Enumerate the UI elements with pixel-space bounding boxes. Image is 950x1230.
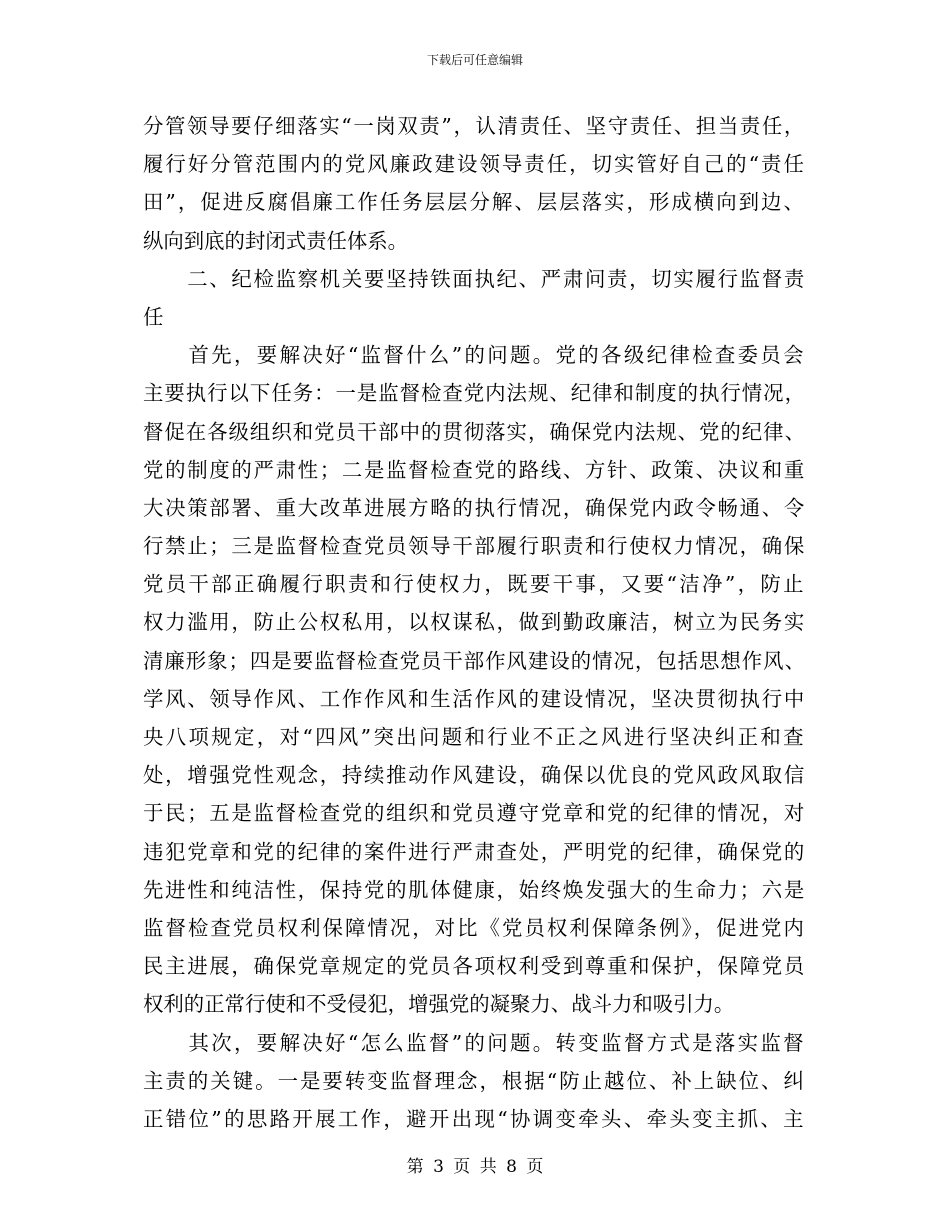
text-line-content: 党员干部正确履行职责和行使权力，既要干事，又要“洁净”，防止 (143, 572, 806, 597)
text-line-content: 分管领导要仔细落实“一岗双责”，认清责任、坚守责任、担当责任， (143, 114, 806, 138)
text-line (143, 871, 806, 909)
text-line (143, 756, 806, 794)
text-line-content: 党的制度的严肃性；二是监督检查党的路线、方针、政策、决议和重 (143, 457, 806, 482)
text-line-content: 权利的正常行使和不受侵犯，增强党的凝聚力、战斗力和吸引力。 (143, 992, 735, 1017)
text-line (143, 298, 806, 336)
text-line (143, 260, 806, 298)
text-line-content: 权力滥用，防止公权私用，以权谋私，做到勤政廉洁，树立为民务实 (143, 610, 806, 635)
text-line-content: 督促在各级组织和党员干部中的贯彻落实，确保党内法规、党的纪律、 (143, 419, 806, 444)
text-line (143, 909, 806, 947)
text-line-content: 首先，要解决好“监督什么”的问题。党的各级纪律检查委员会 (143, 343, 806, 368)
text-line (143, 183, 806, 221)
text-line (143, 833, 806, 871)
text-line (143, 413, 806, 451)
text-line (143, 947, 806, 985)
text-line (143, 1062, 806, 1100)
text-line (143, 642, 806, 680)
text-line-content: 田”，促进反腐倡廉工作任务层层分解、层层落实，形成横向到边、 (143, 190, 806, 215)
text-line (143, 1024, 806, 1062)
text-line (143, 565, 806, 603)
text-line-content: 于民；五是监督检查党的组织和党员遵守党章和党的纪律的情况，对 (143, 801, 806, 826)
text-line-content: 主要执行以下任务：一是监督检查党内法规、纪律和制度的执行情况， (143, 381, 806, 406)
text-line-content: 其次，要解决好“怎么监督”的问题。转变监督方式是落实监督 (143, 1030, 806, 1055)
text-line-content: 二、纪检监察机关要坚持铁面执纪、严肃问责，切实履行监督责 (143, 266, 806, 291)
text-line (143, 222, 806, 260)
text-line (143, 603, 806, 641)
text-line-content: 央八项规定，对“四风”突出问题和行业不正之风进行坚决纠正和查 (143, 725, 806, 749)
text-line-content: 清廉形象；四是要监督检查党员干部作风建设的情况，包括思想作风、 (143, 648, 806, 673)
text-line-content: 民主进展，确保党章规定的党员各项权利受到尊重和保护，保障党员 (143, 954, 806, 979)
text-line (143, 985, 806, 1023)
text-line-content: 学风、领导作风、工作作风和生活作风的建设情况，坚决贯彻执行中 (143, 686, 806, 711)
text-line-content: 纵向到底的封闭式责任体系。 (143, 228, 409, 253)
text-line-content: 行禁止；三是监督检查党员领导干部履行职责和行使权力情况，确保 (143, 534, 806, 559)
text-line-content: 履行好分管范围内的党风廉政建设领导责任，切实管好自己的“责任 (143, 152, 806, 177)
page-header: 下载后可任意编辑 (426, 53, 523, 67)
text-line-content: 违犯党章和党的纪律的案件进行严肃查处，严明党的纪律，确保党的 (143, 839, 806, 864)
text-line-content: 处，增强党性观念，持续推动作风建设，确保以优良的党风政风取信 (143, 763, 806, 788)
text-line (143, 680, 806, 718)
page-footer: 第 3 页 共 8 页 (406, 1157, 544, 1177)
text-line-content: 先进性和纯洁性，保持党的肌体健康，始终焕发强大的生命力；六是 (143, 877, 806, 902)
text-line (143, 336, 806, 374)
text-line (143, 107, 806, 145)
text-line (143, 527, 806, 565)
text-line (143, 794, 806, 832)
text-line (143, 489, 806, 527)
text-line-content: 大决策部署、重大改革进展方略的执行情况，确保党内政令畅通、令 (143, 495, 806, 520)
text-line-content: 任 (143, 304, 164, 329)
text-line (143, 374, 806, 412)
text-line-content: 正错位”的思路开展工作，避开出现“协调变牵头、牵头变主抓、主 (143, 1106, 806, 1131)
text-line-content: 监督检查党员权利保障情况，对比《党员权利保障条例》，促进党内 (143, 915, 806, 940)
text-line-content: 主责的关键。一是要转变监督理念，根据“防止越位、补上缺位、纠 (143, 1068, 806, 1093)
document-body (143, 107, 806, 1138)
text-line (143, 145, 806, 183)
text-line (143, 451, 806, 489)
text-line (143, 718, 806, 756)
text-line (143, 1100, 806, 1138)
